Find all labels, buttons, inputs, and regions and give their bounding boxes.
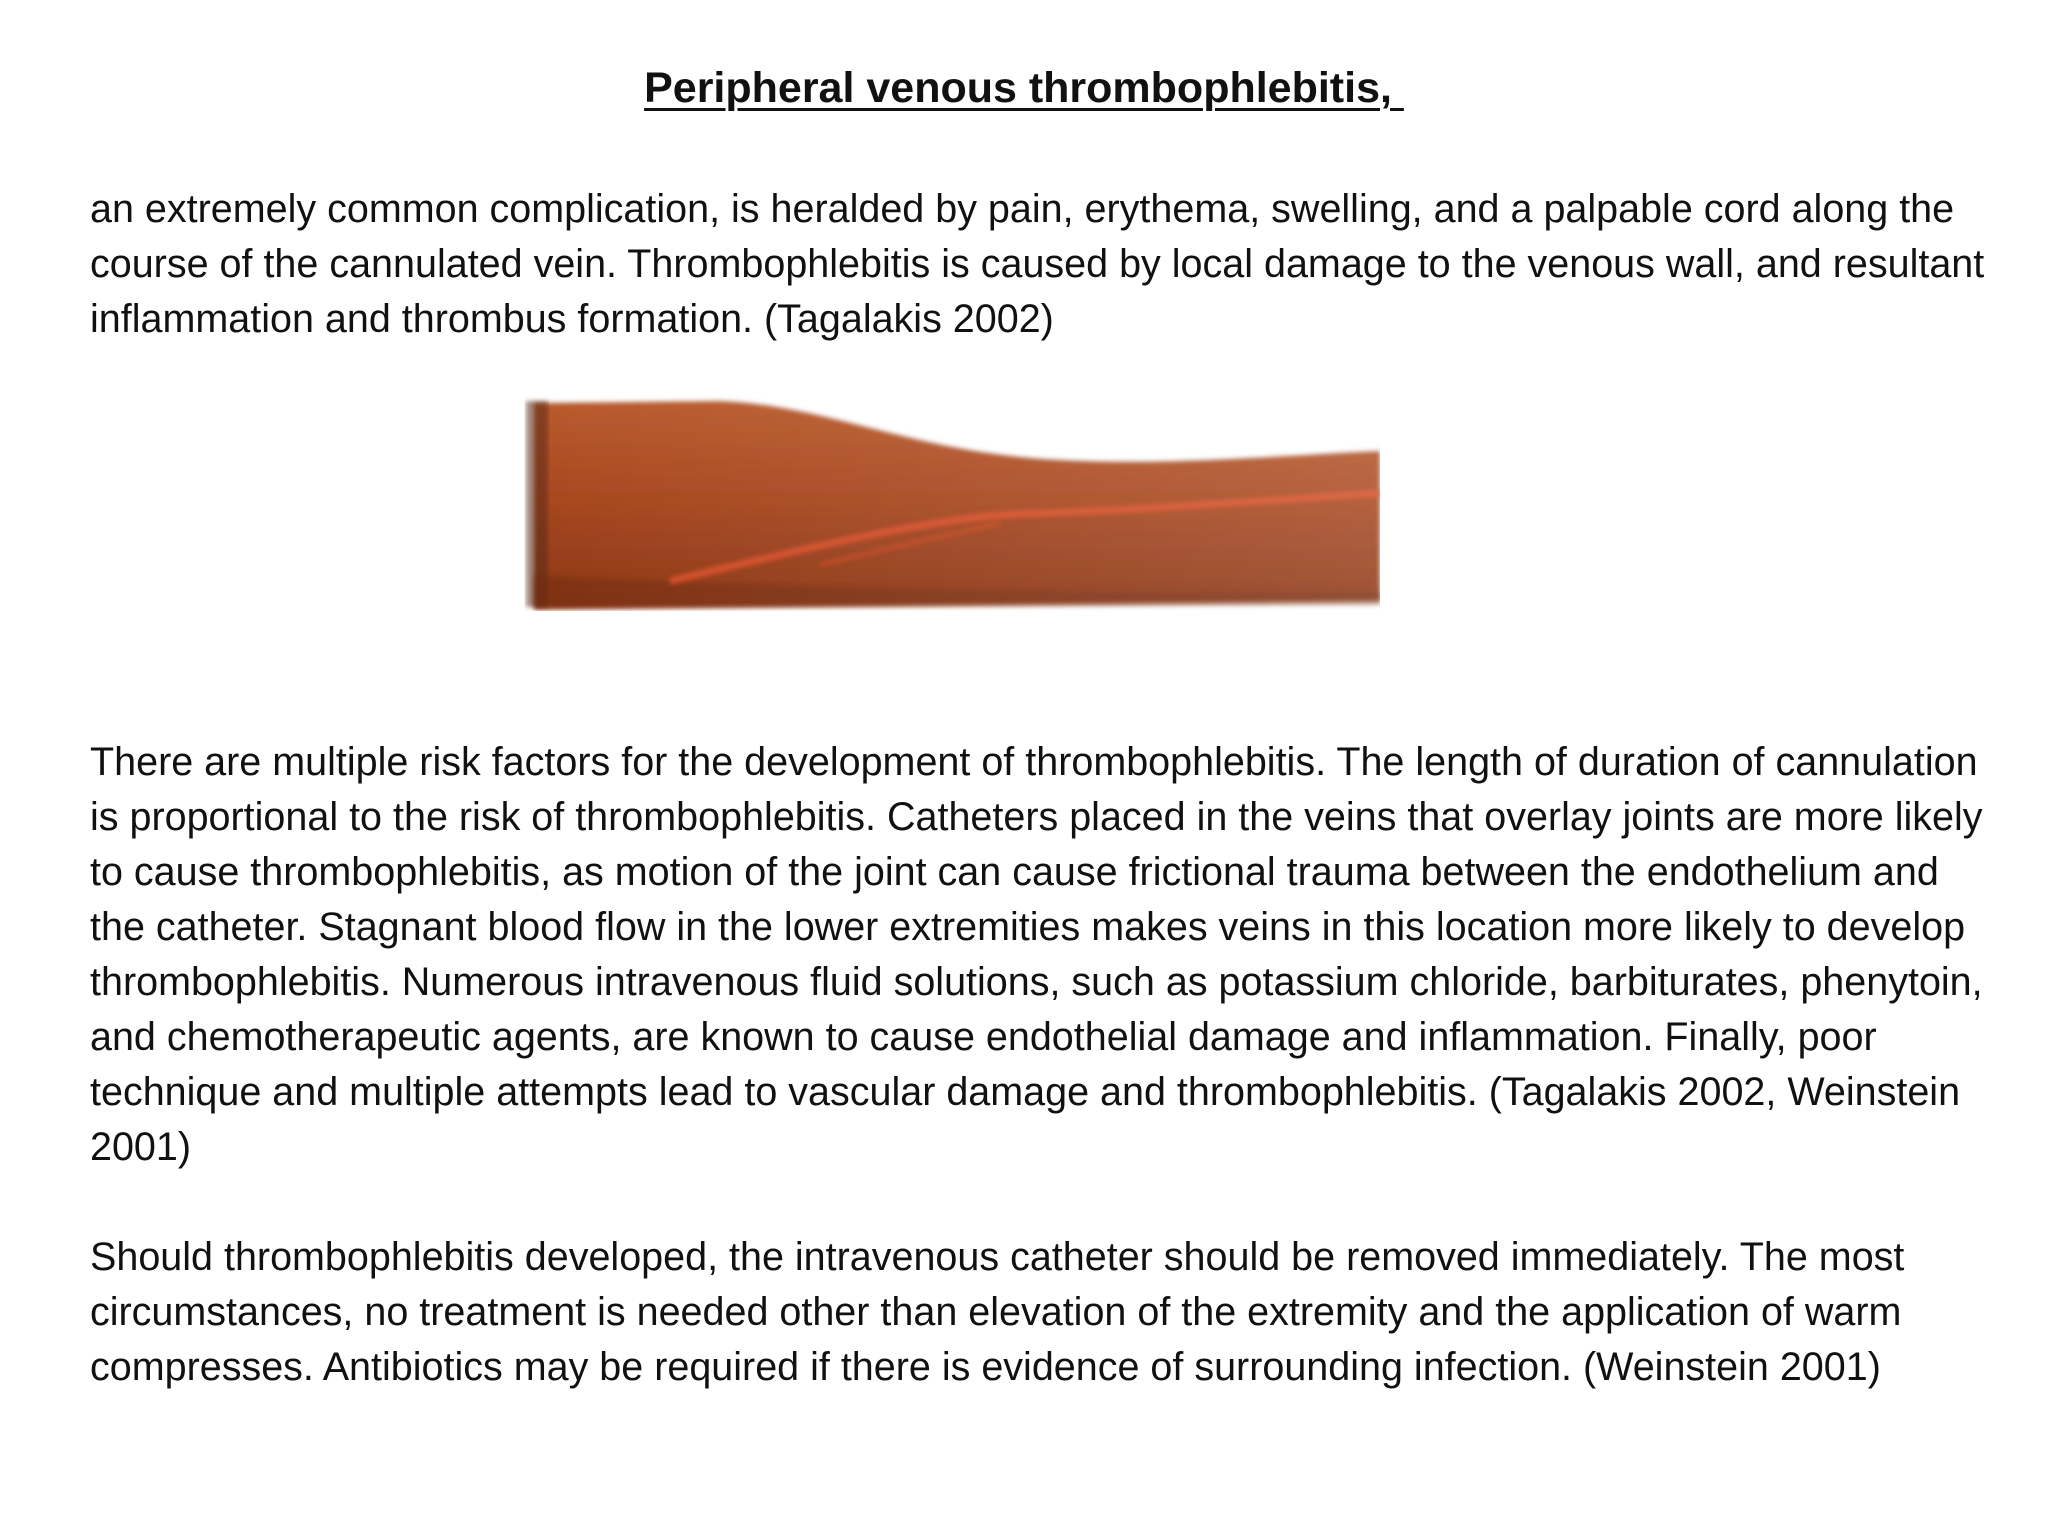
forearm-image	[520, 395, 1380, 611]
paragraph-intro: an extremely common complication, is heralded by pain, erythema, swelling, and a palpable cord along the course of the cannulated vein. Thrombophlebitis is caused by local damage to the venous wall, and resultant inflammation and thrombus formation. (Tagalakis 2002)	[90, 187, 1985, 341]
page-title: Peripheral venous thrombophlebitis,	[644, 64, 1404, 112]
forearm-photo	[520, 395, 1380, 611]
paragraph-risk-factors: There are multiple risk factors for the development of thrombophlebitis. The length of duration of cannulation is proportional to the risk of thrombophlebitis. Catheters placed in the veins that overlay joints are more likely to cause thrombophlebitis, as motion of the joint can cause frictional trauma between the endothelium and the catheter. Stagnant blood flow in the lower extremities makes veins in this location more likely to develop thrombophlebitis. Numerous intravenous fluid solutions, such as potassium chloride, barbiturates, phenytoin, and chemotherapeutic agents, are known to cause endothelial damage and inflammation. Finally, poor technique and multiple attempts lead to vascular damage and thrombophlebitis. (Tagalakis 2002, Weinstein 2001)	[90, 740, 1983, 1169]
paragraph-treatment: Should thrombophlebitis developed, the intravenous catheter should be removed immediately. The most circumstances, no treatment is needed other than elevation of the extremity and the application of warm compresses. Antibiotics may be required if there is evidence of surrounding infection. (Weinstein 2001)	[90, 1235, 1905, 1389]
